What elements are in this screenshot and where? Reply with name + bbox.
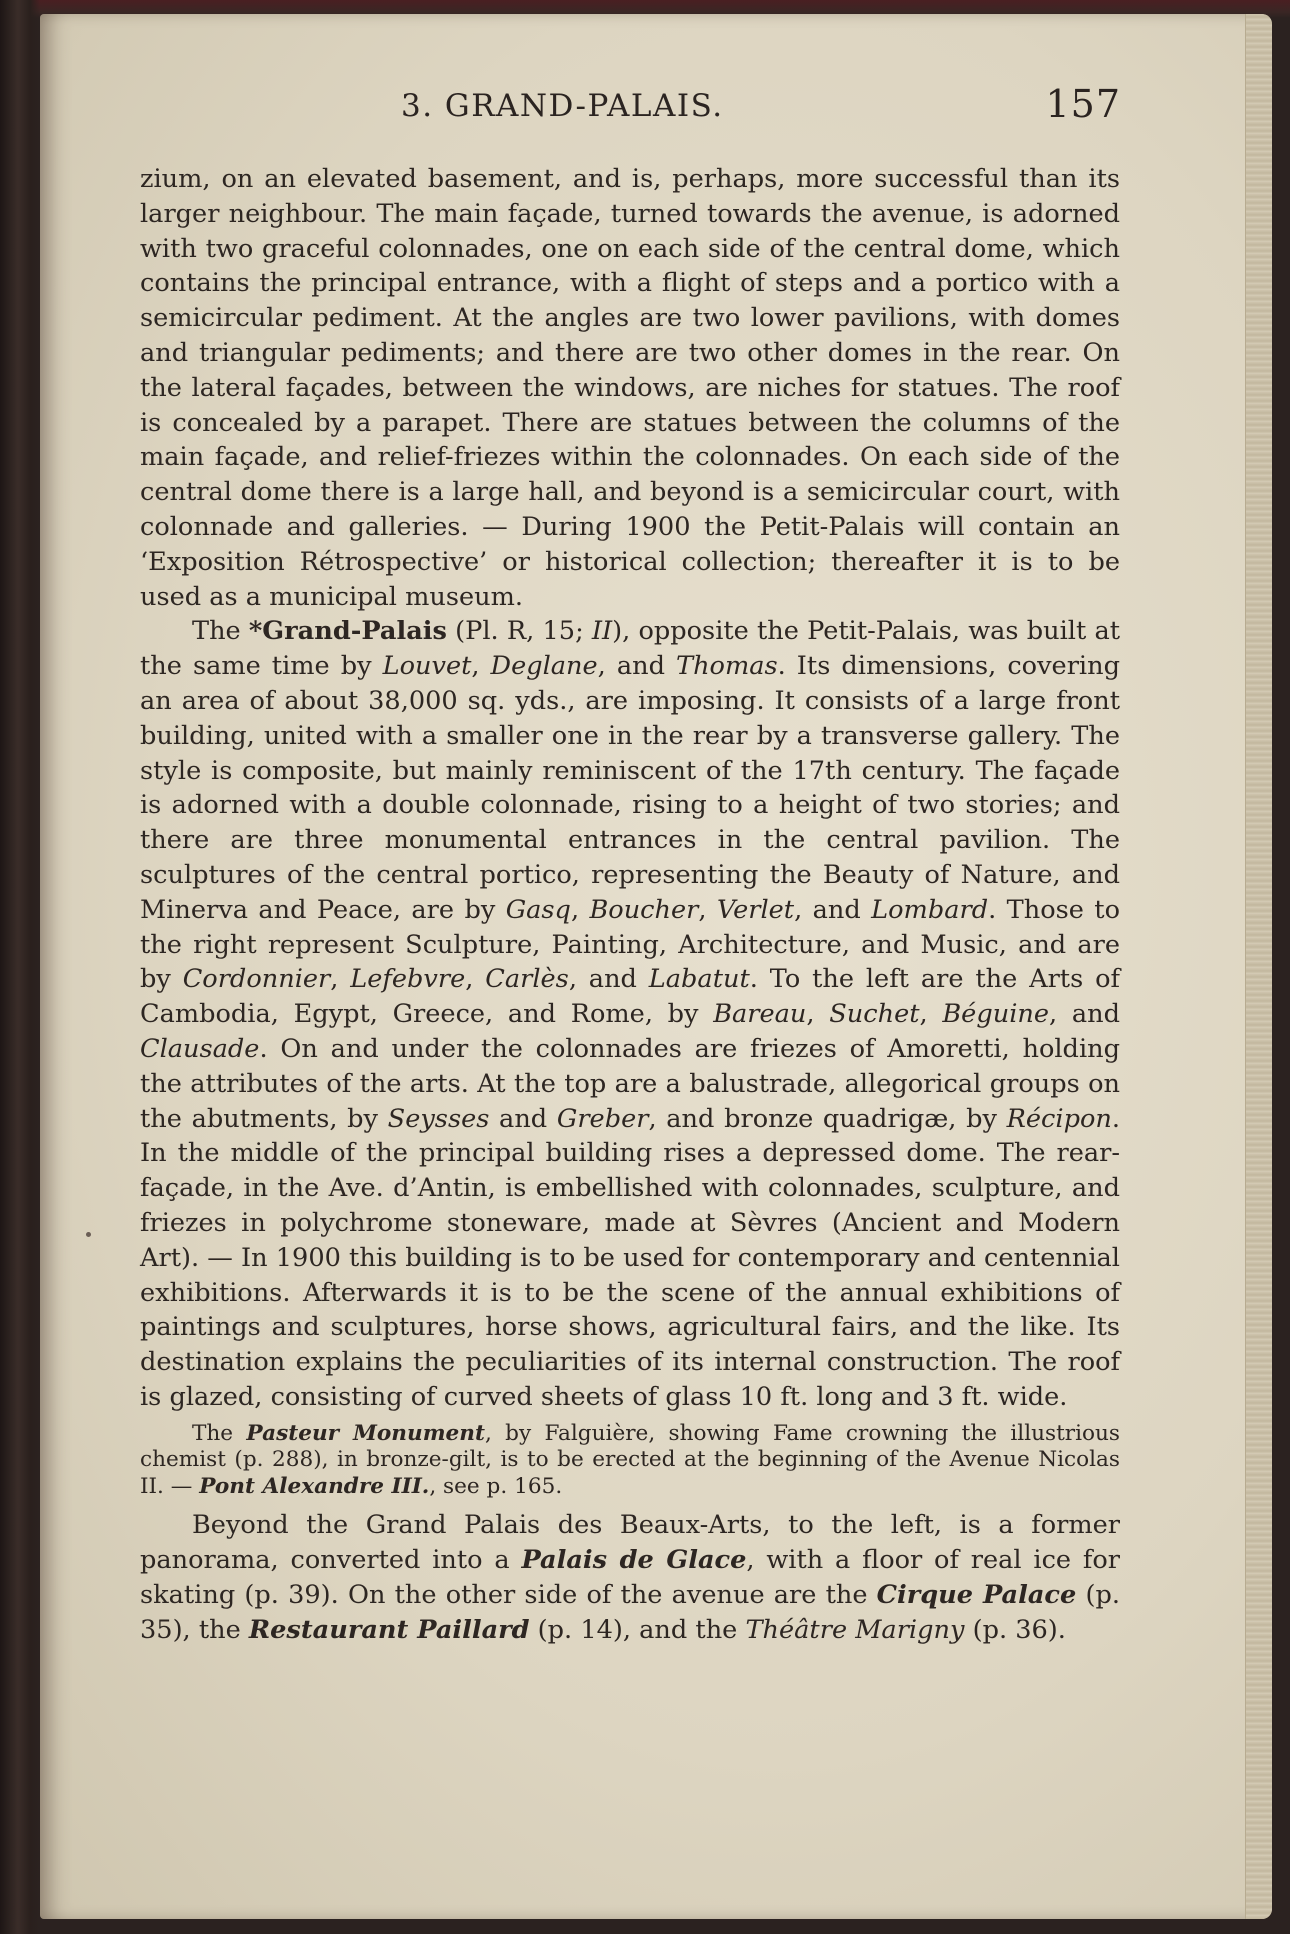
sculptor-name: Béguine xyxy=(942,999,1050,1030)
text-span: , by Falguière, showing Fame crowning the illustrious chemist (p. 288), in bronze-gilt, is to be erected at the beginning of the Avenue Nicolas II. — xyxy=(140,1420,1120,1499)
architect-name: Thomas xyxy=(676,651,778,682)
text-span: (p. 35), the xyxy=(140,1579,1120,1645)
venue-name: Théâtre Marigny xyxy=(745,1614,965,1645)
text-span: (p. 36). xyxy=(964,1614,1066,1645)
text-span: and xyxy=(489,1103,557,1134)
architect-name: Deglane xyxy=(490,651,598,682)
sculptor-name: Greber xyxy=(556,1103,649,1134)
text-span: . To the left are the Arts of Cambodia, Egypt, Greece, and Rome, by xyxy=(140,964,1120,1030)
text-span: , xyxy=(570,894,590,925)
text-span: , and bronze quadrigæ, by xyxy=(648,1103,1007,1134)
paragraph-palais-de-glace xyxy=(140,1508,1120,1647)
stray-ink-mark xyxy=(86,1232,91,1237)
text-span: (Pl. R, 15; xyxy=(446,616,592,647)
text-span: , xyxy=(919,999,943,1030)
text-span: , and xyxy=(1049,999,1120,1030)
text-span: , with a floor of real ice for skating (p. 39). On the other side of the avenue are the xyxy=(140,1544,1120,1610)
sculptor-name: Seysses xyxy=(387,1103,490,1134)
text-span: , xyxy=(806,999,830,1030)
text-span: . Its dimensions, covering an area of about 38,000 sq. yds., are imposing. It consists of a large front building, united with a smaller one in the rear by a transverse gallery. The style is composite, but mainly reminiscent of the 17th century. The façade is adorned with a double colonnade, rising to a height of two stories; and there are three monumental entrances in the central pavilion. The sculptures of the central portico, representing the Beauty of Nature, and Minerva and Peace, are by xyxy=(140,651,1120,925)
map-ref: II xyxy=(591,616,613,647)
venue-name: Palais de Glace xyxy=(521,1544,747,1575)
sculptor-name: Labatut xyxy=(648,964,750,995)
page-number: 157 xyxy=(1045,82,1121,126)
text-span: , and xyxy=(597,651,676,682)
text-span: . On and under the colonnades are friezes of Amoretti, holding the attributes of the arts. At the top are a balustrade, allegorical groups on the abutments, by xyxy=(140,1033,1120,1134)
page-header xyxy=(401,78,1121,138)
monument-name: Pasteur Monument xyxy=(246,1420,485,1446)
text-span: , xyxy=(330,964,351,995)
sculptor-name: Lombard xyxy=(871,894,989,925)
venue-name: Restaurant Paillard xyxy=(248,1614,530,1645)
page-edge xyxy=(1245,14,1272,1919)
sculptor-name: Cordonnier xyxy=(182,964,331,995)
bridge-name: Pont Alexandre III. xyxy=(199,1473,430,1499)
paragraph-grand-palais xyxy=(140,614,1120,1414)
entry-title: *Grand-Palais xyxy=(248,616,447,647)
venue-name: Cirque Palace xyxy=(876,1579,1077,1610)
text-span: ), opposite the Petit-Palais, was built at the same time by xyxy=(140,616,1120,682)
text-span: , and xyxy=(794,894,872,925)
sculptor-name: Bareau xyxy=(713,999,807,1030)
text-span: The xyxy=(192,1420,247,1446)
sculptor-name: Boucher xyxy=(589,894,699,925)
text-span: . In the middle of the principal building rises a depressed dome. The rear-façade, in the Ave. d’Antin, is embellished with colonnades, sculpture, and friezes in polychrome stoneware, made at Sèvres (Ancient and Modern Art). — In 1900 this building is to be used for contemporary and centennial exhibitions. Afterwards it is to be the scene of the annual exhibitions of paintings and sculptures, horse shows, agricultural fairs, and the like. Its destination explains the peculiarities of its internal construction. The roof is glazed, consisting of curved sheets of glass 10 ft. long and 3 ft. wide. xyxy=(140,1103,1120,1412)
text-span: (p. 14), and the xyxy=(529,1614,746,1645)
sculptor-name: Récipon xyxy=(1006,1103,1112,1134)
architect-name: Louvet xyxy=(382,651,472,682)
sculptor-name: Suchet xyxy=(829,999,920,1030)
text-span: , xyxy=(465,964,486,995)
text-span: , see p. 165. xyxy=(429,1473,563,1499)
text-span: , xyxy=(698,894,717,925)
text-span: , and xyxy=(568,964,649,995)
text-span: . Those to the right represent Sculpture, Painting, Architecture, and Music, and are by xyxy=(140,894,1120,995)
text-span: Beyond the Grand Palais des Beaux-Arts, to the left, is a former panorama, converted into a xyxy=(140,1510,1120,1575)
body-text xyxy=(140,162,1120,1647)
sculptor-name: Lefebvre xyxy=(350,964,466,995)
sculptor-name: Gasq xyxy=(505,894,571,925)
paragraph-petit-palais: zium, on an elevated basement, and is, perhaps, more successful than its larger neighbour. The main façade, turned towards the avenue, is adorned with two graceful colonnades, one on each side of the central dome, which contains the principal entrance, with a flight of steps and a portico with a semicircular pediment. At the angles are two lower pavilions, with domes and triangular pediments; and there are two other domes in the rear. On the lateral façades, between the windows, are niches for statues. The roof is concealed by a parapet. There are statues between the columns of the main façade, and relief-friezes within the colonnades. On each side of the central dome there is a large hall, and beyond is a semicircular court, with colonnade and galleries. — During 1900 the Petit-Palais will contain an ‘Exposition Rétrospective’ or historical collection; thereafter it is to be used as a municipal museum. xyxy=(140,164,1120,612)
sculptor-name: Clausade xyxy=(140,1033,260,1064)
text-span: , xyxy=(471,651,491,682)
text-span: The xyxy=(192,616,249,647)
sculptor-name: Carlès xyxy=(485,964,569,995)
sculptor-name: Verlet xyxy=(716,894,795,925)
running-head: 3. GRAND-PALAIS. xyxy=(401,88,724,124)
footnote-pasteur-monument xyxy=(140,1421,1120,1501)
